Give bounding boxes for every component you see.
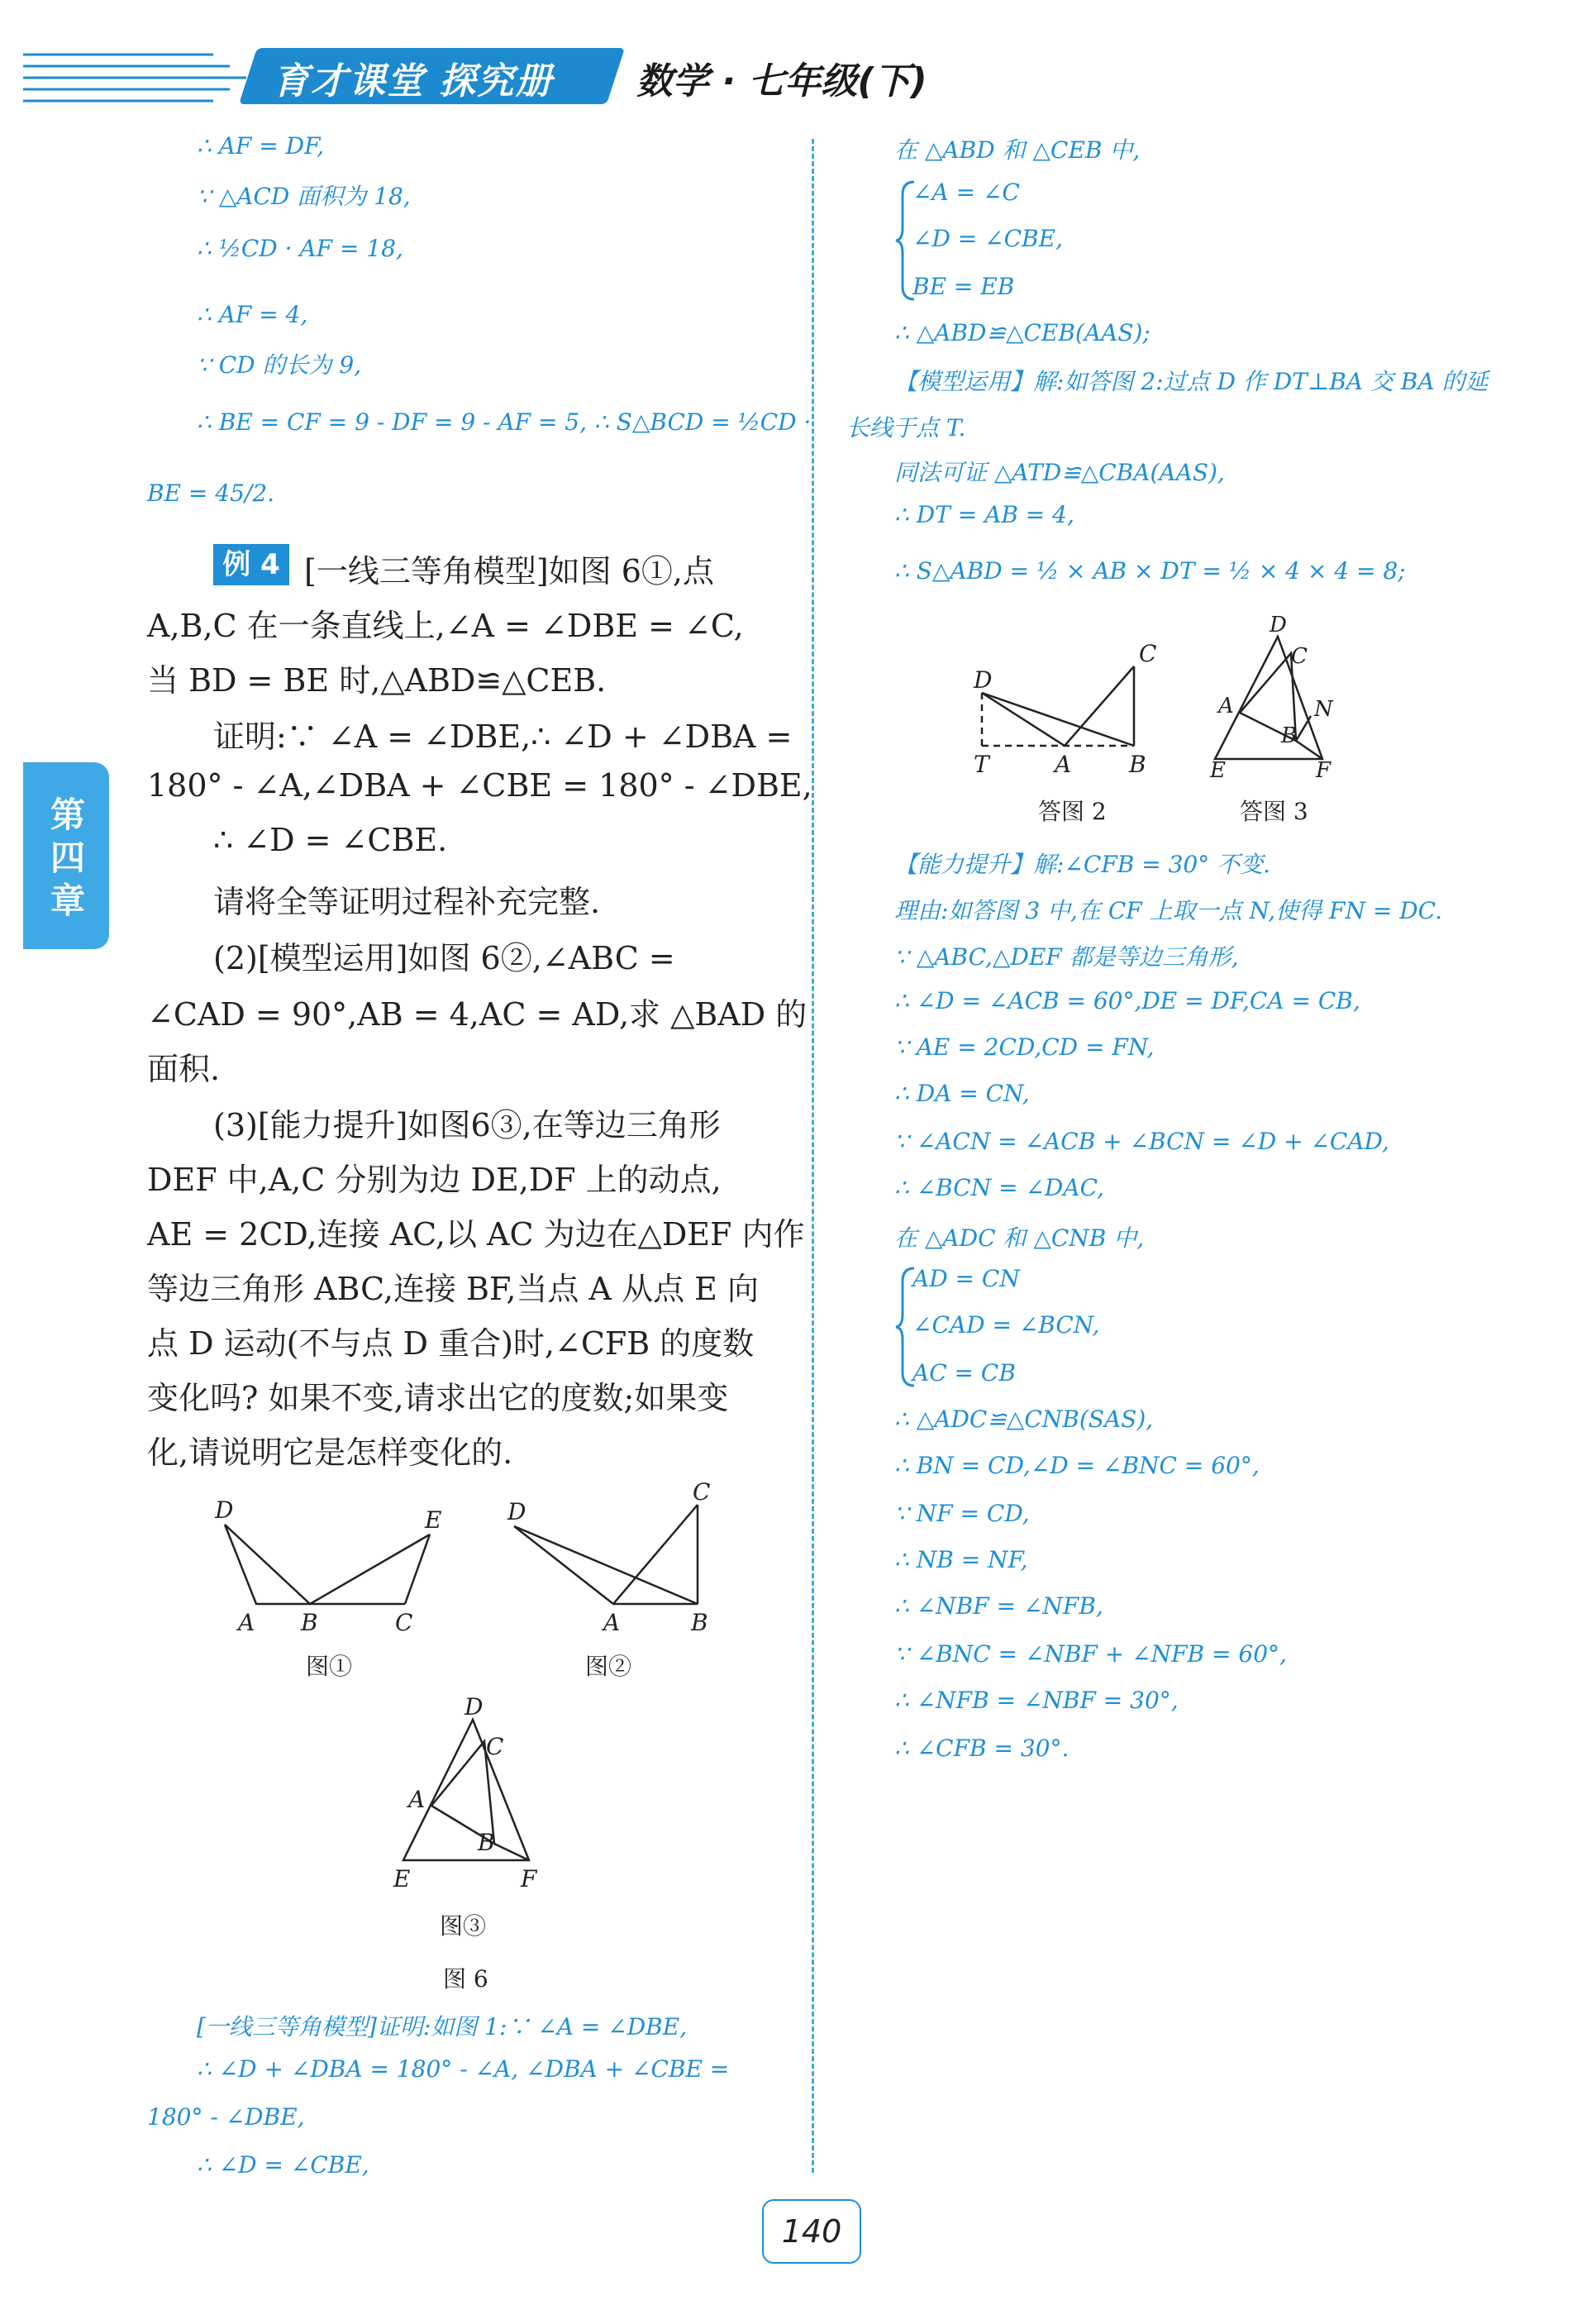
example-line: 请将全等证明过程补充完整. [213,884,601,920]
right-line: ∵ NF = CD, [894,1500,1030,1527]
answer-line: [一线三等角模型]证明:如图 1:∵ ∠A = ∠DBE, [197,2013,688,2040]
example-line: 化,请说明它是怎样变化的. [147,1434,513,1471]
column-divider [812,139,814,2173]
svg-text:E: E [1210,758,1226,783]
example-badge: 例 4 [213,544,289,585]
solution-line: ∴ AF = DF, [197,132,325,160]
example-line: 面积. [147,1051,221,1087]
right-line: ∵ AE = 2CD,CD = FN, [894,1033,1155,1061]
example-line: AE = 2CD,连接 AC,以 AC 为边在△DEF 内作 [147,1216,805,1253]
svg-text:D: D [215,1496,234,1524]
header-title: 育才课堂 探究册 [273,60,554,103]
system-line: ∠CAD = ∠BCN, [912,1311,1100,1339]
answer-figure-caption: 答图 2 [1038,798,1107,825]
right-line: ∴ △ABD≌△CEB(AAS); [894,319,1151,346]
right-line: ∴ ∠NBF = ∠NFB, [894,1592,1103,1620]
example-line: [一线三等角模型]如图 6①,点 [304,553,714,589]
figure-6-2 [496,1480,744,1637]
right-line: ∴ S△ABD = ½ × AB × DT = ½ × 4 × 4 = 8; [894,557,1406,585]
svg-text:A: A [1055,751,1072,778]
system-line: BE = EB [912,273,1015,300]
svg-text:C: C [1139,640,1157,667]
right-line: ∴ NB = NF, [894,1546,1028,1573]
svg-text:F: F [1316,758,1332,783]
svg-text:C: C [486,1733,504,1760]
svg-text:A: A [1218,694,1234,718]
system-line: ∠A = ∠C [912,179,1020,206]
system-line: AC = CB [912,1359,1016,1386]
svg-text:C: C [395,1609,413,1636]
svg-text:C: C [693,1480,711,1506]
answer-line: ∴ ∠D + ∠DBA = 180° - ∠A, ∠DBA + ∠CBE = [197,2055,730,2083]
right-line: ∴ BN = CD,∠D = ∠BNC = 60°, [894,1452,1260,1479]
svg-text:B: B [478,1829,495,1856]
right-line: 在 △ABD 和 △CEB 中, [894,136,1141,164]
right-line: 理由:如答图 3 中,在 CF 上取一点 N,使得 FN = DC. [894,897,1442,924]
page-number: 140 [762,2199,861,2264]
example-line: 点 D 运动(不与点 D 重合)时,∠CFB 的度数 [147,1325,755,1362]
svg-text:D: D [1270,613,1287,637]
figure-caption: 图③ [440,1912,487,1940]
svg-text:B: B [301,1609,318,1636]
solution-line: ∴ ½CD · AF = 18, [197,235,403,262]
right-line: ∵ ∠ACN = ∠ACB + ∠BCN = ∠D + ∠CAD, [894,1128,1389,1155]
svg-text:T: T [974,751,989,778]
answer-line: ∴ ∠D = ∠CBE, [197,2151,369,2179]
right-line: 在 △ADC 和 △CNB 中, [894,1224,1145,1252]
svg-text:D: D [507,1498,526,1525]
solution-line: ∴ AF = 4, [197,301,308,328]
svg-text:A: A [408,1786,426,1813]
system-line: AD = CN [912,1265,1020,1292]
figure-6-3 [388,1695,554,1893]
chapter-label: 第四章 [50,795,85,921]
example-line: (2)[模型运用]如图 6②,∠ABC = [213,940,675,976]
example-line: A,B,C 在一条直线上,∠A = ∠DBE = ∠C, [147,608,744,644]
right-line: ∵ △ABC,△DEF 都是等边三角形, [894,943,1239,971]
solution-line: ∵ CD 的长为 9, [197,351,362,379]
answer-figure-2 [972,637,1170,785]
svg-text:E: E [393,1865,411,1892]
right-line: 长线于点 T. [846,414,966,441]
right-line: ∴ DT = AB = 4, [894,501,1074,528]
solution-line: ∵ △ACD 面积为 18, [197,183,411,210]
right-line: 【模型运用】解:如答图 2:过点 D 作 DT⊥BA 交 BA 的延 [894,368,1489,395]
example-line: 当 BD = BE 时,△ABD≌△CEB. [147,662,607,699]
example-line: ∴ ∠D = ∠CBE. [213,822,448,858]
svg-text:B: B [1281,723,1298,748]
svg-text:A: A [603,1609,621,1636]
example-line: 证明:∵ ∠A = ∠DBE,∴ ∠D + ∠DBA = [213,718,793,755]
figure-group-caption: 图 6 [443,1965,488,1993]
figure-6-1 [207,1488,455,1637]
solution-line: BE = 45/2. [147,480,275,507]
example-line: 变化吗? 如果不变,请求出它的度数;如果变 [147,1380,729,1416]
right-line: ∴ ∠NFB = ∠NBF = 30°, [894,1687,1179,1714]
example-line: ∠CAD = 90°,AB = 4,AC = AD,求 △BAD 的 [147,996,808,1033]
answer-line: 180° - ∠DBE, [147,2103,305,2131]
svg-text:B: B [1129,751,1146,778]
answer-figure-caption: 答图 3 [1240,798,1308,825]
right-line: ∴ DA = CN, [894,1080,1030,1107]
right-line: ∴ ∠D = ∠ACB = 60°,DE = DF,CA = CB, [894,987,1360,1014]
example-line: 180° - ∠A,∠DBA + ∠CBE = 180° - ∠DBE, [147,767,812,804]
right-line: 【能力提升】解:∠CFB = 30° 不变. [894,851,1271,878]
system-line: ∠D = ∠CBE, [912,225,1063,252]
svg-text:C: C [1291,644,1308,669]
right-line: ∵ ∠BNC = ∠NBF + ∠NFB = 60°, [894,1640,1287,1668]
right-line: ∴ ∠CFB = 30°. [894,1735,1070,1762]
example-line: 等边三角形 ABC,连接 BF,当点 A 从点 E 向 [147,1271,759,1307]
figure-caption: 图① [306,1653,353,1680]
answer-figure-3 [1198,612,1364,785]
header-subtitle: 数学 · 七年级(下) [636,60,927,103]
svg-text:F: F [521,1865,537,1892]
svg-text:A: A [238,1609,255,1636]
header-decor-lines [23,48,271,106]
svg-text:D: D [465,1695,484,1721]
figure-caption: 图② [585,1653,632,1680]
svg-text:E: E [425,1506,442,1534]
right-line: ∴ ∠BCN = ∠DAC, [894,1174,1104,1201]
svg-text:B: B [691,1609,708,1636]
svg-text:D: D [974,666,993,694]
solution-line: ∴ BE = CF = 9 - DF = 9 - AF = 5, ∴ S△BCD = ½CD · [197,408,812,436]
example-line: (3)[能力提升]如图6③,在等边三角形 [213,1107,721,1143]
example-line: DEF 中,A,C 分别为边 DE,DF 上的动点, [147,1162,722,1198]
right-line: ∴ △ADC≌△CNB(SAS), [894,1406,1154,1433]
svg-text:N: N [1314,697,1333,722]
right-line: 同法可证 △ATD≌△CBA(AAS), [894,459,1225,486]
